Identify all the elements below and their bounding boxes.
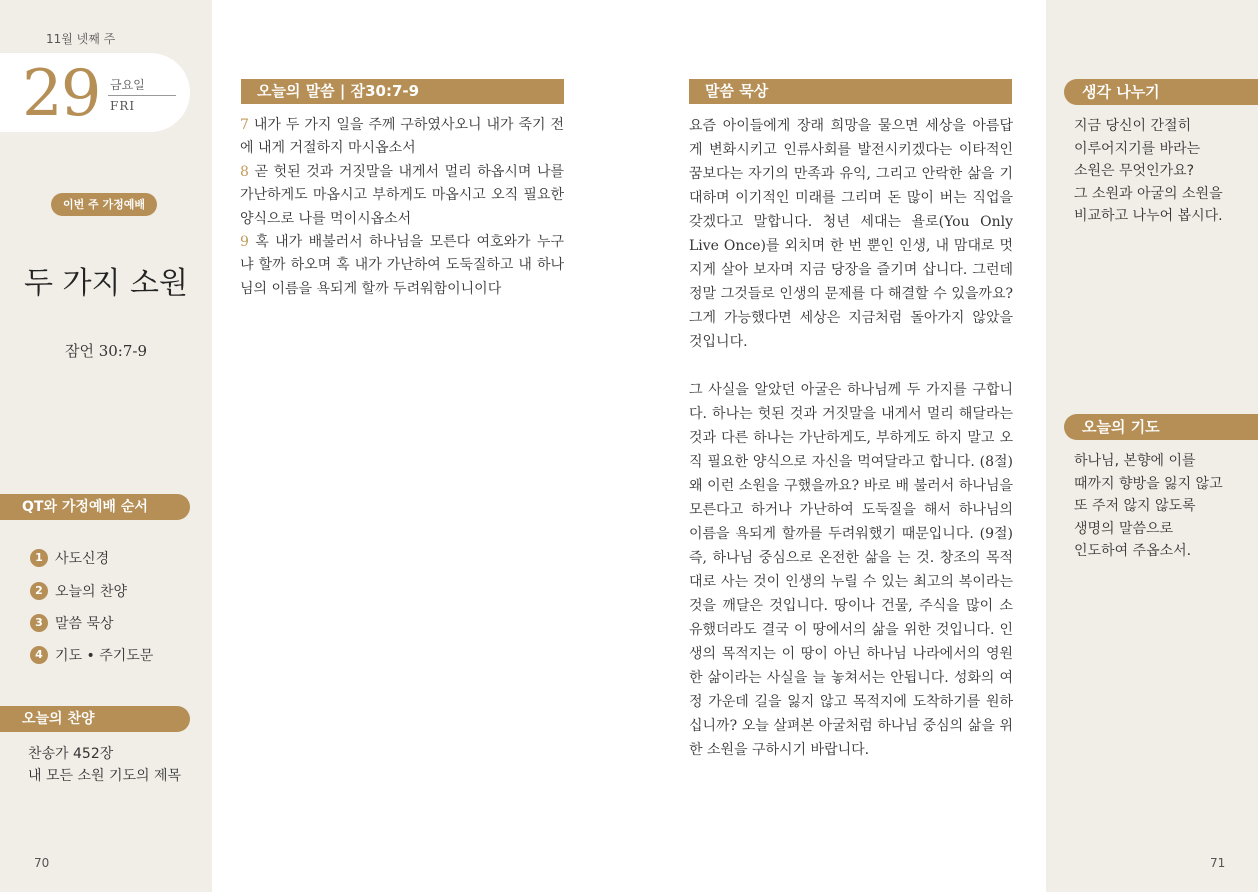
- meditation-paragraph: 그 사실을 알았던 아굴은 하나님께 두 가지를 구합니다. 하나는 헛된 것과 거짓말을 내게서 멀리 해달라는 것과 다른 하나는 가난하게도, 부하게도 하지 말고 오직 필요한 양식으로 자신을 먹여달라고 합니다. (8절) 왜 이런 소원을 구했을까요? 바로 배 불러서 하나님을 모른다고 하거나 가난하여 도둑질을 해서 하나님의 이름을 욕되게 할까를 두려워했기 때문입니다. (9절) 즉, 하나님 중심으로 온전한 삶을 는 것. 창조의 목적대로 사는 것이 인생의 누릴 수 있는 최고의 복이라는 것을 깨달은 것입니다. 땅이나 건물, 주식을 많이 소유했더라도 결국 이 땅에서의 삶을 위한 것입니다. 인생의 목적지는 이 땅이 아닌 하나님 나라에서의 영원한 삶이라는 사실을 늘 놓쳐서는 안됩니다. 성화의 여정 가운데 길을 잃지 않고 목적지에 도착하기를 원하십니까? 오늘 살펴본 아굴처럼 하나님 중심의 삶을 위한 소원을 구하시기 바랍니다.: [689, 382, 1013, 758]
- hymn-text: [28, 743, 181, 787]
- page-number-left: 70: [34, 856, 50, 870]
- family-worship-badge: 이번 주 가정예배: [51, 193, 157, 216]
- order-number: 3: [30, 614, 48, 632]
- verse-number: 9: [240, 234, 249, 251]
- prayer-line: 하나님, 본향에 이를: [1074, 453, 1196, 469]
- order-list: [30, 542, 153, 672]
- prayer-heading: 오늘의 기도: [1064, 414, 1258, 440]
- order-label: 기도 • 주기도문: [55, 648, 154, 665]
- scripture-reference: 잠언 30:7-9: [64, 342, 148, 360]
- order-number: 2: [30, 582, 48, 600]
- order-number: 4: [30, 646, 48, 664]
- hymn-heading: 오늘의 찬양: [0, 706, 190, 732]
- prayer-line: 생명의 말씀으로: [1074, 520, 1174, 537]
- order-heading: QT와 가정예배 순서: [0, 494, 190, 520]
- prayer-text: [1074, 450, 1244, 563]
- sharing-line: 지금 당신이 간절히: [1074, 118, 1192, 134]
- meditation-heading: 말씀 묵상: [689, 79, 1012, 104]
- verse-number: 8: [240, 163, 249, 180]
- meditation-paragraph: 요즘 아이들에게 장래 희망을 물으면 세상을 아름답게 변화시키고 인류사회를 발전시키겠다는 이타적인 꿈보다는 자기의 만족과 유익, 그리고 안락한 삶을 기대하며 이기적인 미래를 그리며 돈 많이 버는 직업을 갖겠다고 말합니다. 청년 세대는 욜로(You Only Live Once)를 외치며 한 번 뿐인 인생, 내 맘대로 멋지게 살아 보자며 지금 당장을 즐기며 삽니다. 그런데 정말 그것들로 인생의 문제를 다 해결할 수 있을까요? 그게 가능했다면 세상은 지금처럼 돌아가지 않았을 것입니다.: [689, 118, 1013, 350]
- list-item: [30, 542, 153, 574]
- sharing-line: 비교하고 나누어 봅시다.: [1074, 208, 1223, 225]
- meditation-body: [689, 114, 1013, 786]
- verse-text: 혹 내가 배불러서 하나님을 모른다 여호와가 누구냐 할까 하오며 혹 내가 가난하여 도둑질하고 내 하나님의 이름을 욕되게 할까 두려워함이니이다: [240, 234, 564, 297]
- sharing-heading: 생각 나누기: [1064, 79, 1258, 105]
- verse: [240, 231, 564, 301]
- order-label: 오늘의 찬양: [55, 583, 128, 600]
- date-weekday-kr: 금요일: [110, 78, 145, 92]
- scripture-body: [240, 114, 564, 301]
- verse-text: 곧 헛된 것과 거짓말을 내게서 멀리 하옵시며 나를 가난하게도 마옵시고 부하게도 마옵시고 오직 필요한 양식으로 나를 먹이시옵소서: [240, 163, 564, 227]
- prayer-line: 인도하여 주옵소서.: [1074, 543, 1192, 560]
- sharing-line: 그 소원과 아굴의 소원을: [1074, 185, 1223, 202]
- sharing-line: 소원은 무엇인가요?: [1074, 163, 1195, 180]
- date-divider: [108, 95, 176, 96]
- verse: [240, 114, 564, 161]
- page-number-right: 71: [1210, 856, 1226, 870]
- order-number: 1: [30, 549, 48, 567]
- prayer-line: 때까지 향방을 잃지 않고: [1074, 475, 1223, 492]
- list-item: [30, 574, 153, 606]
- date-weekday-en: FRI: [110, 99, 136, 113]
- verse: [240, 161, 564, 231]
- list-item: [30, 639, 153, 671]
- list-item: [30, 607, 153, 639]
- prayer-line: 또 주저 않지 않도록: [1074, 498, 1196, 515]
- verse-number: 7: [240, 117, 249, 133]
- scripture-heading: 오늘의 말씀 | 잠30:7-9: [241, 79, 564, 104]
- verse-text: 내가 두 가지 일을 주께 구하였사오니 내가 죽기 전에 내게 거절하지 마시옵소서: [240, 117, 564, 157]
- hymn-title: 내 모든 소원 기도의 제목: [28, 768, 182, 784]
- week-label: 11월 넷째 주: [46, 32, 116, 46]
- sharing-line: 이루어지기를 바라는: [1074, 140, 1201, 157]
- hymn-number: 찬송가 452장: [28, 746, 114, 762]
- order-label: 말씀 묵상: [55, 615, 114, 632]
- page-title: 두 가지 소원: [24, 266, 188, 301]
- order-label: 사도신경: [55, 551, 110, 568]
- date-day: 29: [22, 57, 100, 131]
- sharing-text: [1074, 115, 1244, 228]
